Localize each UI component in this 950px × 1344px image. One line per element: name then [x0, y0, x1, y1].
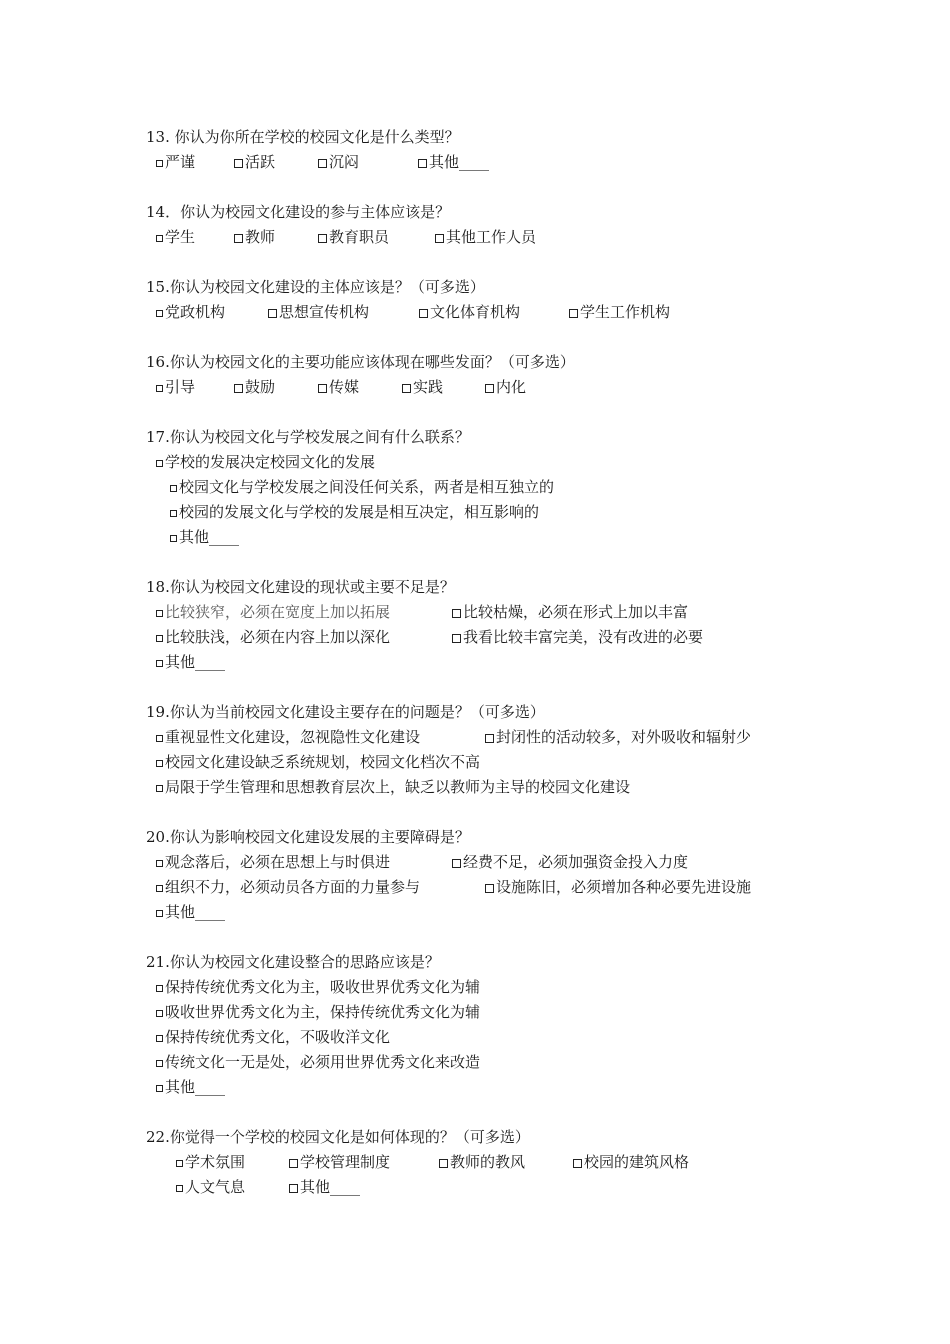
option[interactable]: 学校管理制度 [289, 1150, 390, 1175]
option[interactable]: 思想宣传机构 [268, 300, 369, 325]
option-row [146, 225, 846, 250]
option-row [146, 300, 846, 325]
checkbox-icon[interactable] [176, 1185, 183, 1192]
option-row [146, 900, 846, 925]
checkbox-icon[interactable] [419, 309, 428, 318]
question-title: 15.你认为校园文化建设的主体应该是？（可多选） [146, 278, 485, 296]
option[interactable]: 校园的发展文化与学校的发展是相互决定，相互影响的 [170, 500, 539, 525]
option[interactable]: 其他____ [170, 525, 239, 550]
checkbox-icon[interactable] [156, 735, 163, 742]
checkbox-icon[interactable] [156, 160, 163, 167]
checkbox-icon[interactable] [170, 535, 177, 542]
checkbox-icon[interactable] [156, 1010, 163, 1017]
question-title: 21.你认为校园文化建设整合的思路应该是？ [146, 953, 440, 971]
question-title: 19.你认为当前校园文化建设主要存在的问题是？（可多选） [146, 703, 545, 721]
option-row [146, 1025, 846, 1050]
checkbox-icon[interactable] [234, 384, 243, 393]
checkbox-icon[interactable] [156, 635, 163, 642]
option-row [146, 600, 846, 625]
option[interactable]: 比较狭窄，必须在宽度上加以拓展 [156, 600, 390, 625]
option-row [146, 725, 846, 750]
option[interactable]: 其他____ [289, 1175, 360, 1200]
option-row [146, 750, 846, 775]
checkbox-icon[interactable] [170, 510, 177, 517]
question-13 [146, 125, 846, 175]
checkbox-icon[interactable] [156, 610, 163, 617]
option[interactable]: 校园文化与学校发展之间没任何关系，两者是相互独立的 [170, 475, 554, 500]
option[interactable]: 教师 [234, 225, 275, 250]
checkbox-icon[interactable] [156, 785, 163, 792]
checkbox-icon[interactable] [156, 760, 163, 767]
checkbox-icon[interactable] [485, 884, 494, 893]
option[interactable]: 文化体育机构 [419, 300, 520, 325]
option-row [146, 650, 846, 675]
option[interactable]: 局限于学生管理和思想教育层次上，缺乏以教师为主导的校园文化建设 [156, 775, 630, 800]
option-row [146, 975, 846, 1000]
option[interactable]: 设施陈旧，必须增加各种必要先进设施 [485, 875, 751, 900]
option[interactable]: 传媒 [318, 375, 359, 400]
question-16 [146, 350, 846, 400]
option[interactable]: 校园的建筑风格 [573, 1150, 689, 1175]
checkbox-icon[interactable] [418, 159, 427, 168]
option[interactable]: 严谨 [156, 150, 195, 175]
checkbox-icon[interactable] [485, 384, 494, 393]
checkbox-icon[interactable] [156, 460, 163, 467]
option-row [146, 475, 846, 500]
checkbox-icon[interactable] [156, 885, 163, 892]
checkbox-icon[interactable] [485, 734, 494, 743]
option-row [146, 625, 846, 650]
checkbox-icon[interactable] [289, 1184, 298, 1193]
checkbox-icon[interactable] [156, 310, 163, 317]
option[interactable]: 引导 [156, 375, 195, 400]
option-row [146, 1175, 846, 1200]
option[interactable]: 重视显性文化建设，忽视隐性文化建设 [156, 725, 420, 750]
option[interactable]: 党政机构 [156, 300, 225, 325]
checkbox-icon[interactable] [156, 1085, 163, 1092]
option[interactable]: 其他____ [156, 900, 225, 925]
option-row [146, 150, 846, 175]
question-22 [146, 1125, 846, 1200]
question-21 [146, 950, 846, 1100]
option[interactable]: 保持传统优秀文化为主，吸收世界优秀文化为辅 [156, 975, 480, 1000]
option-row [146, 450, 846, 475]
option[interactable]: 活跃 [234, 150, 275, 175]
checkbox-icon[interactable] [452, 609, 461, 618]
checkbox-icon[interactable] [452, 859, 461, 868]
checkbox-icon[interactable] [176, 1160, 183, 1167]
option[interactable]: 我看比较丰富完美，没有改进的必要 [452, 625, 703, 650]
option[interactable]: 内化 [485, 375, 526, 400]
question-title: 16.你认为校园文化的主要功能应该体现在哪些发面？（可多选） [146, 353, 575, 371]
question-20 [146, 825, 846, 925]
option[interactable]: 学校的发展决定校园文化的发展 [156, 450, 375, 475]
option[interactable]: 其他____ [156, 650, 225, 675]
option-row [146, 1050, 846, 1075]
checkbox-icon[interactable] [289, 1159, 298, 1168]
checkbox-icon[interactable] [402, 384, 411, 393]
checkbox-icon[interactable] [156, 1060, 163, 1067]
option[interactable]: 其他____ [418, 150, 489, 175]
checkbox-icon[interactable] [435, 234, 444, 243]
checkbox-icon[interactable] [156, 385, 163, 392]
checkbox-icon[interactable] [268, 309, 277, 318]
option[interactable]: 学术氛围 [176, 1150, 245, 1175]
option-row [146, 775, 846, 800]
question-title: 17.你认为校园文化与学校发展之间有什么联系？ [146, 428, 470, 446]
checkbox-icon[interactable] [452, 634, 461, 643]
option[interactable]: 教育职员 [318, 225, 389, 250]
option[interactable]: 吸收世界优秀文化为主，保持传统优秀文化为辅 [156, 1000, 480, 1025]
checkbox-icon[interactable] [156, 985, 163, 992]
question-14 [146, 200, 846, 250]
checkbox-icon[interactable] [156, 860, 163, 867]
checkbox-icon[interactable] [234, 159, 243, 168]
checkbox-icon[interactable] [156, 235, 163, 242]
checkbox-icon[interactable] [156, 660, 163, 667]
checkbox-icon[interactable] [318, 234, 327, 243]
question-15 [146, 275, 846, 325]
option[interactable]: 校园文化建设缺乏系统规划，校园文化档次不高 [156, 750, 480, 775]
question-title: 14．你认为校园文化建设的参与主体应该是？ [146, 203, 451, 221]
option-row [146, 375, 846, 400]
option[interactable]: 学生工作机构 [569, 300, 670, 325]
option[interactable]: 比较肤浅，必须在内容上加以深化 [156, 625, 390, 650]
option[interactable]: 保持传统优秀文化，不吸收洋文化 [156, 1025, 390, 1050]
option-row [146, 850, 846, 875]
option-row [146, 525, 846, 550]
question-title: 22.你觉得一个学校的校园文化是如何体现的？（可多选） [146, 1128, 530, 1146]
option-row [146, 1150, 846, 1175]
option[interactable]: 鼓励 [234, 375, 275, 400]
option[interactable]: 教师的教风 [439, 1150, 525, 1175]
option-row [146, 1075, 846, 1100]
checkbox-icon[interactable] [170, 485, 177, 492]
option[interactable]: 学生 [156, 225, 195, 250]
option[interactable]: 其他工作人员 [435, 225, 536, 250]
option-row [146, 500, 846, 525]
checkbox-icon[interactable] [573, 1159, 582, 1168]
question-title: 13. 你认为你所在学校的校园文化是什么类型？ [146, 128, 460, 146]
question-title: 18.你认为校园文化建设的现状或主要不足是？ [146, 578, 455, 596]
checkbox-icon[interactable] [318, 384, 327, 393]
questionnaire [146, 125, 846, 1225]
question-17 [146, 425, 846, 550]
option[interactable]: 比较枯燥，必须在形式上加以丰富 [452, 600, 688, 625]
option[interactable]: 观念落后，必须在思想上与时俱进 [156, 850, 390, 875]
question-title: 20.你认为影响校园文化建设发展的主要障碍是？ [146, 828, 470, 846]
checkbox-icon[interactable] [156, 1035, 163, 1042]
checkbox-icon[interactable] [156, 910, 163, 917]
option[interactable]: 实践 [402, 375, 443, 400]
question-18 [146, 575, 846, 675]
checkbox-icon[interactable] [318, 159, 327, 168]
option[interactable]: 封闭性的活动较多，对外吸收和辐射少 [485, 725, 751, 750]
option[interactable]: 沉闷 [318, 150, 359, 175]
checkbox-icon[interactable] [569, 309, 578, 318]
checkbox-icon[interactable] [439, 1159, 448, 1168]
option[interactable]: 人文气息 [176, 1175, 245, 1200]
option[interactable]: 经费不足，必须加强资金投入力度 [452, 850, 688, 875]
checkbox-icon[interactable] [234, 234, 243, 243]
option[interactable]: 组织不力，必须动员各方面的力量参与 [156, 875, 420, 900]
option-row [146, 875, 846, 900]
question-19 [146, 700, 846, 800]
option[interactable]: 传统文化一无是处，必须用世界优秀文化来改造 [156, 1050, 480, 1075]
option[interactable]: 其他____ [156, 1075, 225, 1100]
option-row [146, 1000, 846, 1025]
